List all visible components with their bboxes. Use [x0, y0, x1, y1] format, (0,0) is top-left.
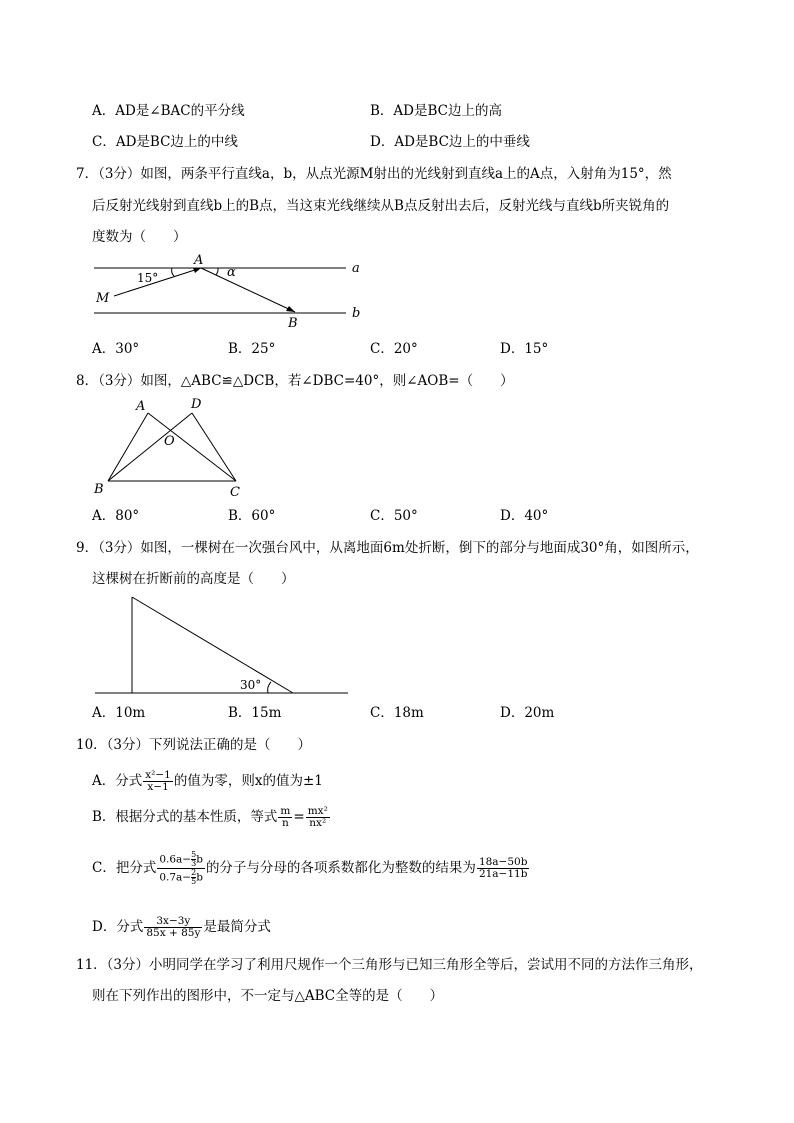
- q9-option-d: D．20m: [500, 705, 555, 721]
- numerator: [157, 851, 205, 869]
- label-C: C: [230, 485, 240, 500]
- q8-option-a: A．80°: [92, 508, 140, 524]
- q9-option-b: B．15m: [228, 705, 282, 721]
- numerator: m: [280, 805, 291, 817]
- q10-option-b: [92, 803, 331, 831]
- q9-option-a: A．10m: [92, 705, 146, 721]
- label-B: B: [94, 482, 104, 497]
- arrow-a: [193, 268, 201, 273]
- denominator: x−1: [147, 781, 169, 793]
- denominator: n: [282, 817, 289, 829]
- q10-option-c: [92, 850, 530, 886]
- q9-stem-line1: 9．（3分）如图，一棵树在一次强台风中，从离地面6m处折断，倒下的部分与地面成30°角，如图所示，: [76, 540, 699, 556]
- num-part-a: 0.6a−: [159, 853, 192, 866]
- numerator: mx²: [307, 805, 328, 817]
- denominator: [157, 869, 205, 886]
- q7-stem-line3: 度数为（ ）: [92, 229, 187, 245]
- q9-option-c: C．18m: [370, 705, 424, 721]
- den-part-a: 0.7a−: [159, 871, 192, 884]
- q10-c-result-fraction: [477, 857, 530, 880]
- q10-b-equals: =: [293, 809, 305, 825]
- numerator: x²−1: [145, 769, 171, 781]
- q7-stem-line2: 后反射光线射到直线b上的B点，当这束光线继续从B点反射出去后，反射光线与直线b所夹锐角的: [92, 198, 670, 214]
- q7-option-d: D．15°: [500, 341, 549, 357]
- inner-num: 5: [191, 850, 197, 859]
- q10-d-prefix: D．分式: [92, 919, 144, 935]
- q7-option-c: C．20°: [370, 341, 418, 357]
- q7-option-a: A．30°: [92, 341, 140, 357]
- angle-arc-alpha: [216, 268, 218, 275]
- q10-b-fraction-2: [306, 806, 330, 829]
- numerator: 18a−50b: [478, 856, 528, 868]
- label-B: B: [288, 316, 298, 331]
- q7-figure: [90, 252, 380, 332]
- denominator: 85x + 85y: [146, 927, 201, 939]
- label-A: A: [136, 399, 146, 414]
- q10-c-middle: 的分子与分母的各项系数都化为整数的结果为: [205, 860, 476, 876]
- q10-a-fraction: [143, 770, 173, 793]
- inner-num: 2: [191, 868, 197, 877]
- inner-den: 5: [191, 877, 197, 886]
- q9-figure: [90, 590, 355, 700]
- q10-d-fraction: [144, 916, 202, 939]
- q10-c-prefix: C．把分式: [92, 860, 157, 876]
- label-b: b: [352, 306, 361, 321]
- label-alpha: α: [227, 265, 236, 280]
- q6-option-c: C．AD是BC边上的中线: [92, 134, 238, 150]
- angle-arc-15: [172, 268, 174, 276]
- num-part-b: b: [196, 853, 203, 866]
- q7-option-b: B．25°: [228, 341, 276, 357]
- label-15: 15°: [137, 271, 159, 285]
- q10-option-d: [92, 913, 271, 941]
- q10-d-suffix: 是最简分式: [203, 919, 271, 935]
- inner-den: 3: [191, 859, 197, 868]
- label-A: A: [194, 253, 204, 268]
- den-part-b: b: [196, 871, 203, 884]
- q8-stem: 8．（3分）如图，△ABC≌△DCB，若∠DBC=40°，则∠AOB=（ ）: [76, 373, 514, 389]
- denominator: nx²: [309, 817, 327, 829]
- label-a: a: [352, 261, 360, 276]
- seg-ac: [148, 413, 236, 481]
- q10-a-prefix: A．分式: [92, 773, 143, 789]
- q6-option-d: D．AD是BC边上的中垂线: [370, 134, 530, 150]
- q10-b-prefix: B．根据分式的基本性质，等式: [92, 809, 278, 825]
- numerator: 3x−3y: [144, 916, 202, 928]
- q8-figure: [88, 393, 258, 503]
- q10-option-a: [92, 767, 323, 795]
- seg-bd: [108, 413, 192, 481]
- seg-dc: [192, 413, 236, 481]
- label-30: 30°: [240, 678, 262, 692]
- q6-option-b: B．AD是BC边上的高: [370, 103, 502, 119]
- q10-b-fraction-1: [278, 806, 292, 829]
- q11-stem-line2: 则在下列作出的图形中，不一定与△ABC全等的是（ ）: [92, 988, 444, 1004]
- q7-stem-line1: 7．（3分）如图，两条平行直线a，b，从点光源M射出的光线射到直线a上的A点，入射角为15°，然: [76, 166, 672, 182]
- q10-a-suffix: 的值为零，则x的值为±1: [173, 773, 323, 789]
- seg-ba: [108, 413, 148, 481]
- q8-option-c: C．50°: [370, 508, 418, 524]
- q8-option-b: B．60°: [228, 508, 276, 524]
- q10-stem: 10．（3分）下列说法正确的是（ ）: [76, 737, 312, 753]
- fallen-part: [132, 597, 293, 693]
- q9-stem-line2: 这棵树在折断前的高度是（ ）: [92, 571, 295, 587]
- q6-option-a: A．AD是∠BAC的平分线: [92, 103, 245, 119]
- angle-arc-30: [268, 682, 271, 693]
- label-M: M: [96, 291, 110, 306]
- label-D: D: [191, 397, 202, 412]
- q8-option-d: D．40°: [500, 508, 549, 524]
- ray-ab: [201, 268, 295, 312]
- arrow-b: [286, 306, 295, 312]
- label-O: O: [164, 434, 175, 449]
- q11-stem-line1: 11．（3分）小明同学在学习了利用尺规作一个三角形与已知三角形全等后，尝试用不同的方法作三角形，: [76, 957, 703, 973]
- denominator: 21a−11b: [478, 868, 528, 880]
- q10-c-fraction: [157, 851, 205, 886]
